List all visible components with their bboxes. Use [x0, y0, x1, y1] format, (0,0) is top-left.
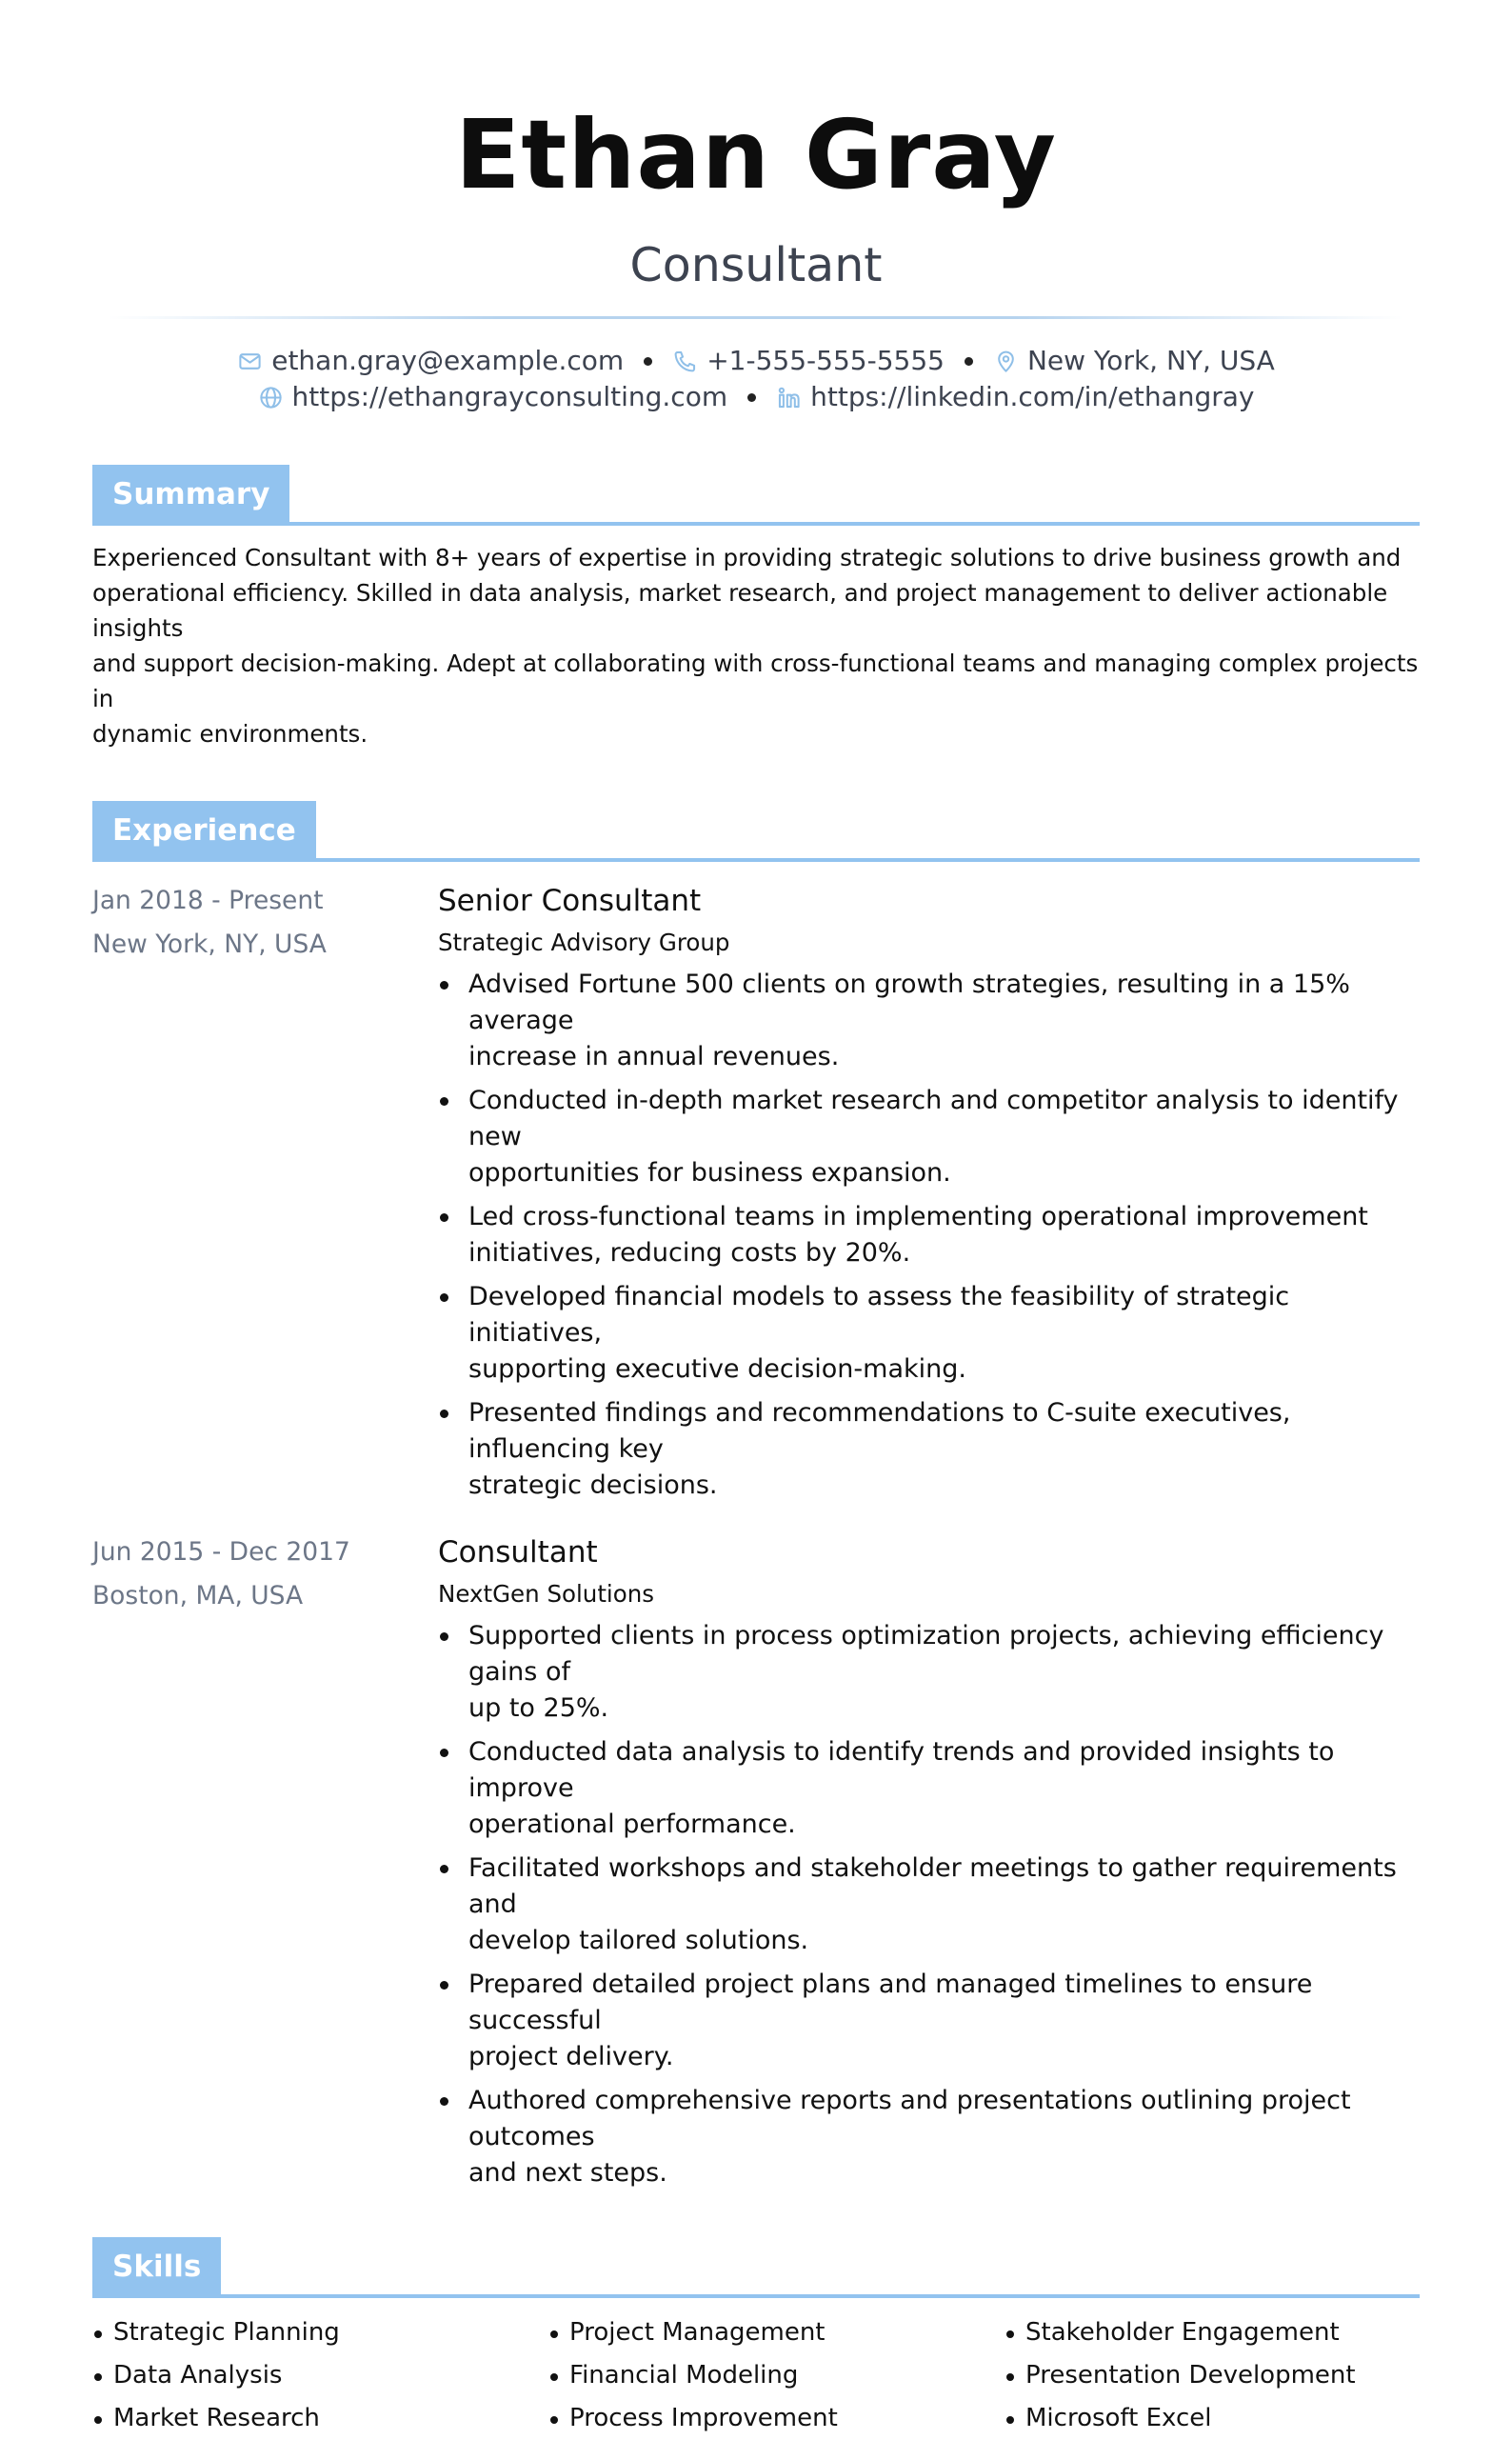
contact-row-1 [92, 343, 1420, 379]
map-pin-icon [993, 349, 1019, 374]
skills-heading [92, 2237, 1420, 2296]
email-text: ethan.gray@example.com [271, 345, 625, 376]
skill-item: Project Management [548, 2311, 1005, 2354]
section-rule [92, 522, 1420, 526]
job-bullets [438, 1618, 1420, 2191]
summary-section [92, 465, 1420, 751]
job-bullet [438, 967, 1420, 1075]
candidate-name: Ethan Gray [455, 99, 1057, 210]
job-bullet [438, 1395, 1420, 1504]
summary-line: dynamic environments. [92, 720, 368, 748]
contact-linkedin[interactable] [776, 379, 1254, 415]
section-title: Skills [92, 2237, 221, 2296]
bullet-line: Authored comprehensive reports and presentations outlining project outcomes [468, 2086, 1351, 2151]
contact-email[interactable] [237, 343, 624, 379]
bullet-line: up to 25%. [468, 1693, 609, 1723]
section-title: Summary [92, 465, 289, 524]
globe-icon [258, 385, 284, 410]
bullet-line: supporting executive decision-making. [468, 1354, 966, 1384]
job-company: NextGen Solutions [438, 1580, 655, 1608]
bullet-line: Conducted data analysis to identify trends and provided insights to improve [468, 1737, 1335, 1803]
job-title: Senior Consultant [438, 884, 702, 918]
skill-item: Presentation Development [1005, 2354, 1423, 2397]
header-divider [109, 316, 1403, 319]
bullet-line: opportunities for business expansion. [468, 1158, 951, 1188]
job-dates: Jun 2015 - Dec 2017 [92, 1537, 350, 1567]
summary-text [92, 540, 1420, 751]
bullet-line: Prepared detailed project plans and managed timelines to ensure successful [468, 1970, 1313, 2035]
job-bullet [438, 1083, 1420, 1191]
skill-item: Data Analysis [92, 2354, 548, 2397]
job-bullet [438, 1734, 1420, 1843]
bullet-line: increase in annual revenues. [468, 1042, 840, 1071]
skill-item: Strategic Planning [92, 2311, 548, 2354]
bullet-line: Conducted in-depth market research and competitor analysis to identify new [468, 1086, 1399, 1151]
bullet-line: initiatives, reducing costs by 20%. [468, 1238, 911, 1268]
job-bullet [438, 1967, 1420, 2075]
experience-heading [92, 801, 1420, 860]
bullet-line: operational performance. [468, 1810, 796, 1839]
job-bullet [438, 1618, 1420, 1727]
summary-line: Experienced Consultant with 8+ years of expertise in providing strategic solutions to drive business growth and [92, 544, 1402, 571]
job-company: Strategic Advisory Group [438, 929, 730, 956]
job-location: Boston, MA, USA [92, 1581, 304, 1610]
job-bullets [438, 967, 1420, 1504]
location-text: New York, NY, USA [1026, 345, 1275, 376]
contact-phone[interactable] [672, 343, 945, 379]
job-location: New York, NY, USA [92, 930, 327, 959]
bullet-line: strategic decisions. [468, 1470, 718, 1500]
skill-item: Market Research [92, 2397, 548, 2440]
job-bullet [438, 1850, 1420, 1959]
skill-item: Microsoft Excel [1005, 2397, 1423, 2440]
skill-item: Stakeholder Engagement [1005, 2311, 1423, 2354]
job-details [438, 879, 1420, 1511]
job-meta [92, 879, 438, 1511]
job-bullet [438, 2083, 1420, 2191]
bullet-line: Supported clients in process optimization projects, achieving efficiency gains of [468, 1621, 1384, 1687]
contact-website[interactable] [258, 379, 728, 415]
bullet-line: Led cross-functional teams in implementing operational improvement [468, 1202, 1368, 1231]
bullet-line: project delivery. [468, 2042, 674, 2071]
bullet-line: Facilitated workshops and stakeholder meetings to gather requirements and [468, 1853, 1397, 1919]
job-meta [92, 1530, 438, 2199]
linkedin-icon [776, 385, 802, 410]
summary-line: operational efficiency. Skilled in data analysis, market research, and project management to deliver actionable insights [92, 579, 1388, 642]
contact-separator [965, 357, 973, 366]
candidate-title: Consultant [629, 238, 883, 292]
contact-row-2 [92, 379, 1420, 415]
summary-heading [92, 465, 1420, 524]
envelope-icon [237, 349, 263, 374]
bullet-line: Developed financial models to assess the feasibility of strategic initiatives, [468, 1282, 1290, 1348]
bullet-line: Presented findings and recommendations to C-suite executives, influencing key [468, 1398, 1291, 1464]
linkedin-text: https://linkedin.com/in/ethangray [810, 381, 1255, 412]
bullet-line: develop tailored solutions. [468, 1926, 809, 1955]
job-entry [92, 879, 1420, 1511]
job-entry [92, 1530, 1420, 2199]
job-dates: Jan 2018 - Present [92, 886, 324, 915]
skills-list [92, 2311, 1420, 2440]
job-bullet [438, 1279, 1420, 1388]
bullet-line: Advised Fortune 500 clients on growth strategies, resulting in a 15% average [468, 970, 1350, 1035]
contact-separator [747, 393, 756, 402]
skill-item: Process Improvement [548, 2397, 1005, 2440]
job-details [438, 1530, 1420, 2199]
skill-item: Financial Modeling [548, 2354, 1005, 2397]
skills-section [92, 2237, 1420, 2440]
job-title: Consultant [438, 1535, 598, 1570]
experience-section [92, 801, 1420, 2199]
contact-info [92, 343, 1420, 415]
section-rule [92, 2294, 1420, 2298]
section-title: Experience [92, 801, 316, 860]
contact-separator [644, 357, 652, 366]
job-bullet [438, 1199, 1420, 1271]
website-text: https://ethangrayconsulting.com [291, 381, 728, 412]
phone-text: +1-555-555-5555 [706, 345, 945, 376]
summary-line: and support decision-making. Adept at collaborating with cross-functional teams and managing complex projects in [92, 650, 1419, 712]
phone-icon [672, 349, 698, 374]
contact-location [993, 343, 1275, 379]
bullet-line: and next steps. [468, 2158, 667, 2188]
